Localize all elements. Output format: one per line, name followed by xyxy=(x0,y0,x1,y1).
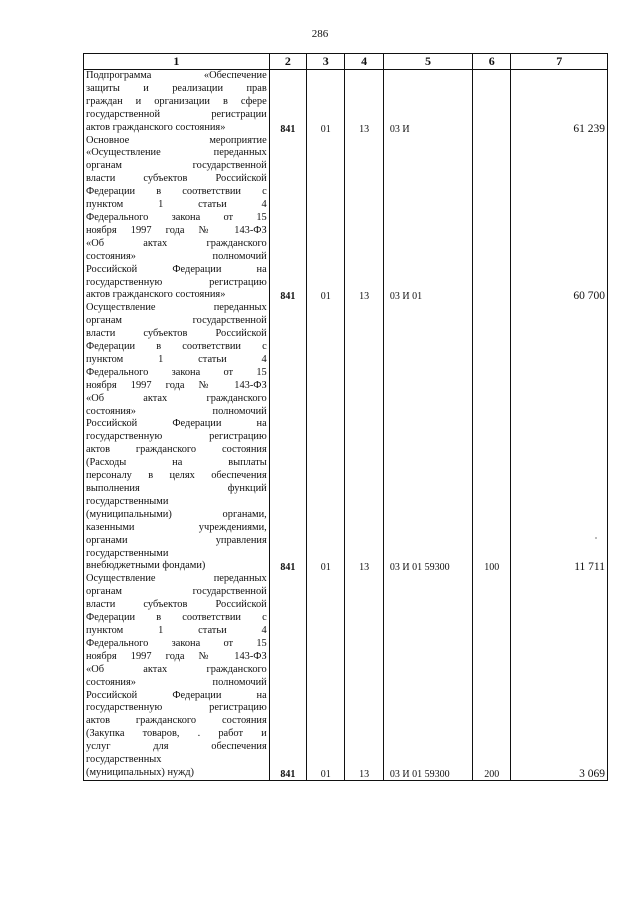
table-row xyxy=(84,573,608,780)
target-item-code-cell: 03 И 01 59300 xyxy=(383,302,472,573)
item-name-line: Подпрограмма «Обеспечение xyxy=(86,70,267,81)
item-name-line: Федерации в соответствии с xyxy=(86,341,267,353)
item-name-line: Федерального закона от 15 xyxy=(86,211,267,223)
ministry-code-cell: 841 xyxy=(269,302,306,573)
item-name-line: Российской Федерации на xyxy=(86,418,267,430)
item-name-line: власти субъектов Российской xyxy=(86,173,267,185)
column-header: 2 xyxy=(269,54,306,70)
item-name-line: (муниципальных) нужд) xyxy=(86,766,195,778)
stray-mark xyxy=(595,537,597,539)
item-name-line: пунктом 1 статьи 4 xyxy=(86,199,267,211)
item-name-cell xyxy=(84,573,270,780)
item-name-line: выполнения функций xyxy=(86,483,267,494)
item-name-line: пунктом 1 статьи 4 xyxy=(86,353,267,365)
item-name-line: Федерации в соответствии с xyxy=(86,186,267,198)
amount-cell: 11 711 xyxy=(511,302,608,573)
item-name-line: состояния» полномочий xyxy=(86,405,267,417)
table-row xyxy=(84,135,608,303)
page-number: 286 xyxy=(311,28,329,40)
item-name-line: (Расходы на выплаты xyxy=(86,457,267,469)
item-name-line: персоналу в целях обеспечения xyxy=(86,470,267,482)
item-name-line: «Об актах гражданского xyxy=(86,237,267,249)
item-name-line: Основное мероприятие xyxy=(86,134,267,146)
item-name-line: государственную регистрацию xyxy=(86,431,267,443)
item-name-line: «Об актах гражданского xyxy=(86,392,267,404)
item-name-line: «Об актах гражданского xyxy=(86,663,267,675)
item-name-line: состояния» полномочий xyxy=(86,676,267,688)
item-name-line: государственной регистрации xyxy=(86,108,267,120)
column-header: 3 xyxy=(307,54,345,70)
subsection-code-cell: 13 xyxy=(345,302,383,573)
item-name-line: актов гражданского состояния xyxy=(86,715,267,727)
item-name-line: государственных xyxy=(86,754,162,766)
item-name-line: актов гражданского состояния xyxy=(86,444,267,456)
amount-cell: 61 239 xyxy=(511,70,608,135)
column-header: 1 xyxy=(84,54,270,70)
column-header: 7 xyxy=(511,54,608,70)
expense-type-cell: 200 xyxy=(473,573,511,780)
item-name-line: органам государственной xyxy=(86,160,267,172)
item-name-line: государственными xyxy=(86,547,169,559)
ministry-code-cell: 841 xyxy=(269,70,306,135)
item-name-line: защиты и реализации прав xyxy=(86,82,267,94)
table-row xyxy=(84,302,608,573)
section-code-cell: 01 xyxy=(307,573,345,780)
target-item-code-cell: 03 И xyxy=(383,70,472,135)
column-header: 5 xyxy=(383,54,472,70)
expense-type-cell xyxy=(473,135,511,303)
item-name-line: актов гражданского состояния» xyxy=(86,289,226,301)
item-name-line: власти субъектов Российской xyxy=(86,328,267,340)
item-name-line: органами управления xyxy=(86,534,267,546)
table-body xyxy=(84,70,608,781)
subsection-code-cell: 13 xyxy=(345,135,383,303)
item-name-line: Российской Федерации на xyxy=(86,263,267,275)
item-name-line: «Осуществление переданных xyxy=(86,147,267,159)
item-name-line: (Закупка товаров, . работ и xyxy=(86,728,267,740)
expense-type-cell: 100 xyxy=(473,302,511,573)
item-name-line: власти субъектов Российской xyxy=(86,599,267,611)
item-name-line: Осуществление переданных xyxy=(86,573,267,585)
item-name-line: казенными учреждениями, xyxy=(86,521,267,533)
table-row xyxy=(84,70,608,135)
ministry-code-cell: 841 xyxy=(269,135,306,303)
item-name-line: Осуществление переданных xyxy=(86,302,267,314)
item-name-cell xyxy=(84,135,270,303)
item-name-line: состояния» полномочий xyxy=(86,250,267,262)
item-name-line: (муниципальными) органами, xyxy=(86,508,267,520)
item-name-line: ноября 1997 года № 143-ФЗ xyxy=(86,224,267,236)
item-name-cell xyxy=(84,302,270,573)
item-name-line: ноября 1997 года № 143-ФЗ xyxy=(86,379,267,391)
item-name-line: пунктом 1 статьи 4 xyxy=(86,624,267,636)
item-name-line: услуг для обеспечения xyxy=(86,741,267,753)
section-code-cell: 01 xyxy=(307,70,345,135)
item-name-line: органам государственной xyxy=(86,586,267,598)
section-code-cell: 01 xyxy=(307,135,345,303)
budget-table xyxy=(83,53,608,781)
subsection-code-cell: 13 xyxy=(345,70,383,135)
item-name-line: государственную регистрацию xyxy=(86,276,267,288)
item-name-cell xyxy=(84,70,270,135)
amount-cell: 3 069 xyxy=(511,573,608,780)
item-name-line: Федерации в соответствии с xyxy=(86,612,267,624)
table-header-row xyxy=(84,54,608,70)
subsection-code-cell: 13 xyxy=(345,573,383,780)
item-name-line: Федерального закона от 15 xyxy=(86,637,267,649)
item-name-line: Российской Федерации на xyxy=(86,689,267,701)
item-name-line: Федерального закона от 15 xyxy=(86,366,267,378)
column-header: 4 xyxy=(345,54,383,70)
ministry-code-cell: 841 xyxy=(269,573,306,780)
item-name-line: ноября 1997 года № 143-ФЗ xyxy=(86,650,267,662)
item-name-line: граждан и организации в сфере xyxy=(86,95,267,107)
item-name-line: государственными xyxy=(86,495,169,507)
item-name-line: актов гражданского состояния» xyxy=(86,121,226,133)
section-code-cell: 01 xyxy=(307,302,345,573)
item-name-line: государственную регистрацию xyxy=(86,702,267,714)
item-name-line: органам государственной xyxy=(86,315,267,327)
expense-type-cell xyxy=(473,70,511,135)
target-item-code-cell: 03 И 01 59300 xyxy=(383,573,472,780)
target-item-code-cell: 03 И 01 xyxy=(383,135,472,303)
column-header: 6 xyxy=(473,54,511,70)
item-name-line: внебюджетными фондами) xyxy=(86,560,206,572)
amount-cell: 60 700 xyxy=(511,135,608,303)
